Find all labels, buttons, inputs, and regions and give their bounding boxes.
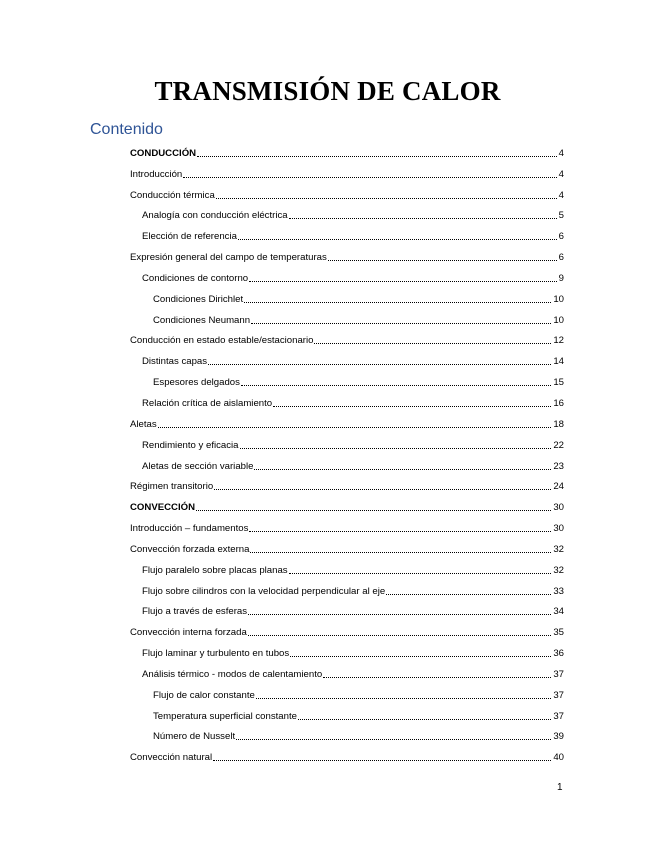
- toc-entry-label[interactable]: Flujo sobre cilindros con la velocidad perpendicular al eje: [142, 585, 386, 597]
- document-title: TRANSMISIÓN DE CALOR: [154, 76, 501, 106]
- toc-entry-label[interactable]: Flujo paralelo sobre placas planas: [142, 564, 288, 576]
- toc-dot-leader: [213, 760, 551, 761]
- toc-entry-page[interactable]: 10: [553, 314, 564, 326]
- toc-entry-label[interactable]: CONVECCIÓN: [130, 502, 196, 514]
- toc-entry-label[interactable]: Relación crítica de aislamiento: [142, 397, 273, 409]
- toc-dot-leader: [323, 677, 551, 678]
- toc-entry-page[interactable]: 34: [553, 606, 564, 618]
- toc-entry[interactable]: [130, 703, 564, 724]
- toc-entry[interactable]: [130, 432, 564, 453]
- toc-dot-leader: [238, 239, 557, 240]
- toc-entry-page[interactable]: 4: [558, 168, 564, 180]
- toc-dot-leader: [183, 177, 556, 178]
- toc-entry[interactable]: [130, 140, 564, 161]
- toc-entry-page[interactable]: 30: [553, 502, 564, 514]
- toc-dot-leader: [249, 531, 551, 532]
- toc-dot-leader: [298, 719, 551, 720]
- toc-dot-leader: [328, 260, 557, 261]
- toc-entry-label[interactable]: Condiciones de contorno: [142, 272, 249, 284]
- toc-dot-leader: [197, 156, 557, 157]
- toc-entry[interactable]: [130, 515, 564, 536]
- toc-entry[interactable]: [130, 390, 564, 411]
- toc-entry[interactable]: [130, 453, 564, 474]
- toc-entry[interactable]: [130, 557, 564, 578]
- toc-entry-label[interactable]: Rendimiento y eficacia: [142, 439, 239, 451]
- toc-dot-leader: [254, 469, 551, 470]
- toc-entry-label[interactable]: Convección natural: [130, 752, 213, 764]
- toc-dot-leader: [250, 552, 551, 553]
- toc-entry-label[interactable]: Análisis térmico - modos de calentamiento: [142, 668, 323, 680]
- toc-entry-page[interactable]: 32: [553, 564, 564, 576]
- toc-entry-label[interactable]: Convección forzada externa: [130, 543, 250, 555]
- toc-entry-page[interactable]: 10: [553, 293, 564, 305]
- toc-entry-page[interactable]: 36: [553, 648, 564, 660]
- toc-entry[interactable]: [130, 286, 564, 307]
- toc-entry-page[interactable]: 15: [553, 377, 564, 389]
- toc-entry-page[interactable]: 6: [558, 231, 564, 243]
- toc-entry[interactable]: [130, 724, 564, 745]
- toc-entry-page[interactable]: 18: [553, 418, 564, 430]
- toc-entry-label[interactable]: Flujo de calor constante: [153, 689, 255, 701]
- toc-entry-page[interactable]: 37: [553, 710, 564, 722]
- toc-dot-leader: [196, 510, 551, 511]
- toc-entry[interactable]: [130, 182, 564, 203]
- toc-entry-label[interactable]: Expresión general del campo de temperaturas: [130, 252, 327, 264]
- toc-entry[interactable]: [130, 369, 564, 390]
- page-number: 1: [557, 782, 563, 793]
- toc-entry[interactable]: [130, 203, 564, 224]
- toc-dot-leader: [273, 406, 551, 407]
- toc-entry-label[interactable]: CONDUCCIÓN: [130, 147, 197, 159]
- toc-entry[interactable]: [130, 661, 564, 682]
- toc-dot-leader: [251, 323, 551, 324]
- toc-entry[interactable]: [130, 640, 564, 661]
- toc-entry[interactable]: [130, 348, 564, 369]
- toc-entry[interactable]: [130, 494, 564, 515]
- toc-entry[interactable]: [130, 244, 564, 265]
- toc-entry-page[interactable]: 32: [553, 543, 564, 555]
- toc-entry-page[interactable]: 12: [553, 335, 564, 347]
- toc-entry-label[interactable]: Conducción en estado estable/estacionario: [130, 335, 314, 347]
- toc-entry-page[interactable]: 4: [558, 189, 564, 201]
- toc-entry[interactable]: [130, 307, 564, 328]
- toc-entry[interactable]: [130, 599, 564, 620]
- toc-dot-leader: [208, 364, 551, 365]
- toc-entry-page[interactable]: 33: [553, 585, 564, 597]
- toc-entry[interactable]: [130, 328, 564, 349]
- toc-entry[interactable]: [130, 536, 564, 557]
- toc-entry[interactable]: [130, 744, 564, 765]
- toc-dot-leader: [216, 198, 557, 199]
- toc-dot-leader: [248, 614, 551, 615]
- toc-entry-label[interactable]: Analogía con conducción eléctrica: [142, 210, 288, 222]
- toc-entry-page[interactable]: 14: [553, 356, 564, 368]
- toc-entry[interactable]: [130, 578, 564, 599]
- toc-dot-leader: [314, 343, 551, 344]
- toc-entry-page[interactable]: 4: [558, 147, 564, 159]
- toc-dot-leader: [244, 302, 551, 303]
- toc-dot-leader: [386, 594, 551, 595]
- toc-entry-label[interactable]: Condiciones Neumann: [153, 314, 251, 326]
- toc-entry[interactable]: [130, 474, 564, 495]
- toc-entry-page[interactable]: 22: [553, 439, 564, 451]
- toc-entry-page[interactable]: 6: [558, 252, 564, 264]
- toc-entry[interactable]: [130, 411, 564, 432]
- toc-entry[interactable]: [130, 265, 564, 286]
- toc-entry-page[interactable]: 23: [553, 460, 564, 472]
- toc-entry-label[interactable]: Espesores delgados: [153, 377, 240, 389]
- toc-dot-leader: [240, 448, 552, 449]
- toc-entry-page[interactable]: 5: [558, 210, 564, 222]
- toc-entry-page[interactable]: 37: [553, 668, 564, 680]
- toc-entry-label[interactable]: Número de Nusselt: [153, 731, 236, 743]
- toc-entry-label[interactable]: Introducción – fundamentos: [130, 523, 249, 535]
- toc-heading: Contenido: [90, 121, 163, 138]
- toc-dot-leader: [236, 739, 551, 740]
- toc-entry-label[interactable]: Aletas de sección variable: [142, 460, 254, 472]
- toc-entry-label[interactable]: Convección interna forzada: [130, 627, 247, 639]
- toc-entry-label[interactable]: Temperatura superficial constante: [153, 710, 297, 722]
- toc-dot-leader: [256, 698, 551, 699]
- toc-entry-label[interactable]: Conducción térmica: [130, 189, 215, 201]
- toc-entry-label[interactable]: Régimen transitorio: [130, 481, 214, 493]
- toc-entry-label[interactable]: Introducción: [130, 168, 183, 180]
- toc-entry-page[interactable]: 9: [558, 272, 564, 284]
- toc-entry[interactable]: [130, 161, 564, 182]
- toc-dot-leader: [249, 281, 557, 282]
- toc-entry-page[interactable]: 24: [553, 481, 564, 493]
- table-of-contents: [130, 140, 564, 765]
- toc-dot-leader: [241, 385, 551, 386]
- toc-entry-label[interactable]: Flujo a través de esferas: [142, 606, 248, 618]
- toc-entry-page[interactable]: 39: [553, 731, 564, 743]
- toc-entry[interactable]: [130, 682, 564, 703]
- toc-dot-leader: [289, 573, 552, 574]
- toc-entry-label[interactable]: Aletas: [130, 418, 157, 430]
- toc-dot-leader: [158, 427, 552, 428]
- toc-entry-page[interactable]: 16: [553, 397, 564, 409]
- toc-dot-leader: [248, 635, 552, 636]
- toc-dot-leader: [214, 489, 551, 490]
- toc-entry-label[interactable]: Distintas capas: [142, 356, 208, 368]
- toc-entry[interactable]: [130, 619, 564, 640]
- toc-dot-leader: [290, 656, 551, 657]
- toc-entry-label[interactable]: Elección de referencia: [142, 231, 237, 243]
- toc-entry-label[interactable]: Flujo laminar y turbulento en tubos: [142, 648, 290, 660]
- toc-entry[interactable]: [130, 223, 564, 244]
- toc-entry-page[interactable]: 35: [553, 627, 564, 639]
- toc-entry-page[interactable]: 40: [553, 752, 564, 764]
- toc-entry-label[interactable]: Condiciones Dirichlet: [153, 293, 244, 305]
- toc-entry-page[interactable]: 37: [553, 689, 564, 701]
- toc-entry-page[interactable]: 30: [553, 523, 564, 535]
- toc-dot-leader: [289, 218, 557, 219]
